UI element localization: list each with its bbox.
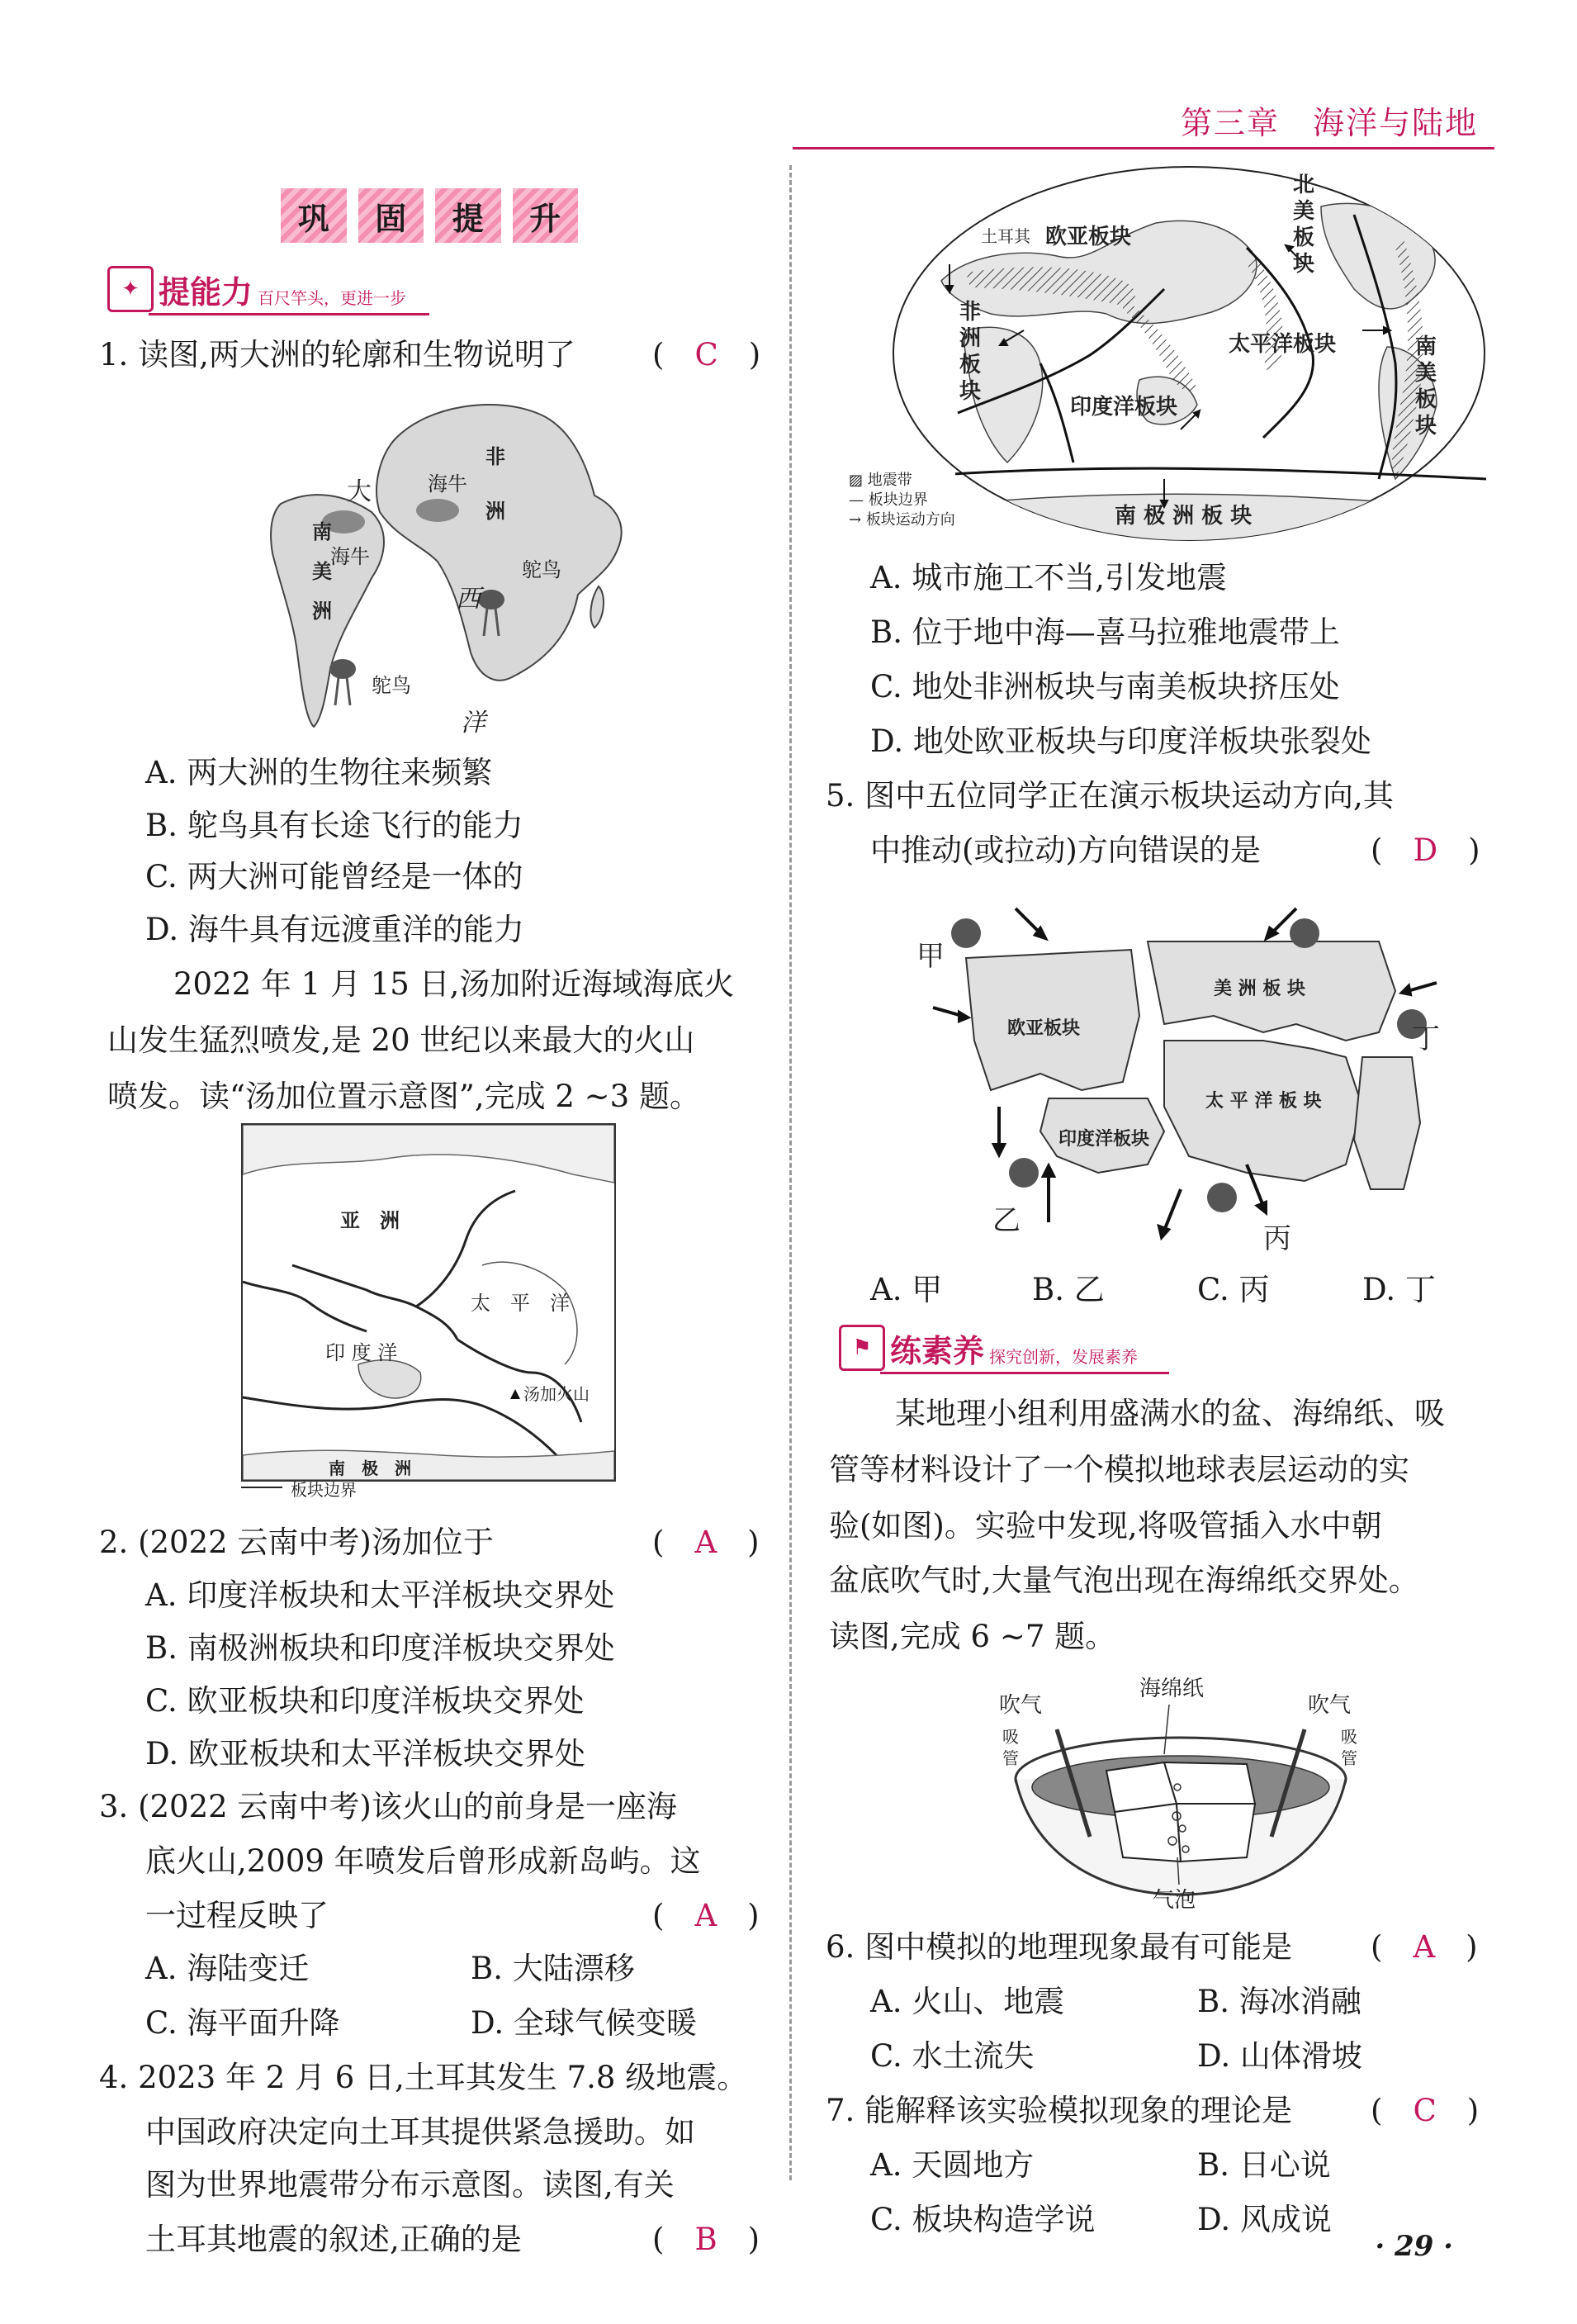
option-text: C. 板块构造学说 xyxy=(870,2202,1096,2237)
label-ocean-yang: 洋 xyxy=(461,709,485,738)
question-4-answer: ( B ) xyxy=(652,2222,760,2257)
option-text: A. 甲 xyxy=(870,1272,943,1307)
label-pacific-plate: 太平洋板块 xyxy=(1229,332,1337,357)
intro-text: 某地理小组利用盛满水的盆、海绵纸、吸 xyxy=(895,1396,1445,1431)
label-south-america: 南 美 洲 xyxy=(312,520,332,623)
label-asia: 亚 洲 xyxy=(340,1209,400,1232)
question-4-stem: 中国政府决定向土耳其提供紧急援助。如 xyxy=(145,2114,695,2150)
question-3-stem: 底火山,2009 年喷发后曾形成新岛屿。这 xyxy=(145,1843,701,1879)
legend-line xyxy=(241,1487,282,1488)
label-ding: 丁 xyxy=(1412,1022,1440,1055)
option-text: C. 水土流失 xyxy=(870,2038,1035,2074)
label-antarctica: 南 极 洲 xyxy=(329,1458,411,1478)
shield-icon: ✦ xyxy=(107,266,154,312)
option-text: A. 印度洋板块和太平洋板块交界处 xyxy=(145,1577,615,1613)
label-straw-left: 吸 管 xyxy=(1002,1727,1019,1768)
label-african-plate: 非 洲 板 块 xyxy=(959,300,982,404)
option-text: C. 两大洲可能曾经是一体的 xyxy=(145,859,523,894)
label-ostrich: 鸵鸟 xyxy=(522,558,561,581)
question-7-stem: 7. 能解释该实验模拟现象的理论是 xyxy=(826,2093,1293,2128)
label-pacific: 太 平 洋 xyxy=(471,1292,570,1315)
option-text: D. 全球气候变暖 xyxy=(471,2005,697,2041)
question-3-answer: ( A ) xyxy=(652,1898,760,1933)
header-rule xyxy=(793,147,1494,149)
legend-plate-boundary: — 板块边界 xyxy=(849,491,928,509)
label-indian-plate: 印度洋板块 xyxy=(1070,395,1178,420)
label-straw-right: 吸 管 xyxy=(1341,1727,1357,1768)
question-2-stem: 2. (2022 云南中考)汤加位于 xyxy=(99,1525,494,1560)
question-1-stem: 1. 读图,两大洲的轮廓和生物说明了 xyxy=(99,337,575,372)
banner-char: 提 xyxy=(435,188,501,243)
intro-text: 验(如图)。实验中发现,将吸管插入水中朝 xyxy=(829,1508,1382,1544)
option-text: C. 地处非洲板块与南美板块挤压处 xyxy=(870,669,1340,704)
intro-text: 读图,完成 6 ~7 题。 xyxy=(829,1619,1116,1654)
question-2-answer: ( A ) xyxy=(652,1525,760,1560)
question-1-answer: ( C ) xyxy=(652,337,761,372)
label-bing: 丙 xyxy=(1263,1222,1291,1255)
banner-char: 升 xyxy=(513,188,579,243)
tonga-location-map xyxy=(241,1123,616,1482)
label-bubbles: 气泡 xyxy=(1153,1888,1196,1913)
option-text: B. 乙 xyxy=(1032,1272,1105,1307)
section-subtitle: 百尺竿头，更进一步 xyxy=(258,288,407,308)
option-text: B. 鸵鸟具有长途飞行的能力 xyxy=(145,808,523,843)
option-text: D. 风成说 xyxy=(1197,2202,1332,2237)
label-indian-ocean: 印 度 洋 xyxy=(325,1341,398,1364)
chapter-title: 第三章 海洋与陆地 xyxy=(1180,105,1478,141)
option-text: B. 位于地中海—喜马拉雅地震带上 xyxy=(870,614,1340,650)
intro-text: 山发生猛烈喷发,是 20 世纪以来最大的火山 xyxy=(107,1022,695,1058)
section-header-ability xyxy=(107,266,429,312)
two-continents-map xyxy=(264,388,644,738)
option-text: A. 两大洲的生物往来频繁 xyxy=(145,755,493,790)
label-blow-left: 吹气 xyxy=(999,1693,1043,1718)
banner-char: 固 xyxy=(358,188,424,243)
label-tonga-volcano: 汤加火山 xyxy=(523,1384,590,1404)
section-title: 练素养 xyxy=(890,1333,985,1369)
option-text: B. 南极洲板块和印度洋板块交界处 xyxy=(145,1630,615,1666)
world-earthquake-map xyxy=(849,165,1486,542)
option-text: A. 海陆变迁 xyxy=(145,1951,310,1986)
label-sponge-paper: 海绵纸 xyxy=(1139,1677,1205,1701)
basin-experiment-figure xyxy=(999,1672,1362,1911)
option-text: A. 火山、地震 xyxy=(870,1984,1065,2019)
label-africa: 非 洲 xyxy=(485,445,505,523)
section-header-literacy xyxy=(839,1325,1169,1371)
question-3-stem: 一过程反映了 xyxy=(145,1898,329,1933)
world-legend xyxy=(849,471,955,530)
label-blow-right: 吹气 xyxy=(1308,1693,1352,1718)
flag-icon: ⚑ xyxy=(839,1325,885,1371)
option-text: B. 大陆漂移 xyxy=(471,1951,635,1986)
label-jia: 甲 xyxy=(916,940,945,973)
option-text: A. 城市施工不当,引发地震 xyxy=(870,560,1228,595)
label-ocean-xi: 西 xyxy=(456,585,481,614)
option-text: D. 地处欧亚板块与印度洋板块张裂处 xyxy=(870,723,1371,759)
question-3-stem: 3. (2022 云南中考)该火山的前身是一座海 xyxy=(99,1789,677,1824)
question-4-stem: 4. 2023 年 2 月 6 日,土耳其发生 7.8 级地震。 xyxy=(99,2060,748,2095)
question-5-stem: 中推动(或拉动)方向错误的是 xyxy=(870,832,1261,868)
legend-plate-boundary: 板块边界 xyxy=(291,1480,357,1500)
label-ostrich: 鸵鸟 xyxy=(372,674,411,697)
question-7-answer: ( C ) xyxy=(1371,2093,1480,2128)
section-banner xyxy=(281,188,578,243)
question-6-answer: ( A ) xyxy=(1371,1929,1478,1965)
option-text: D. 山体滑坡 xyxy=(1197,2038,1362,2074)
label-turkey: 土耳其 xyxy=(981,226,1030,246)
label-yi: 乙 xyxy=(992,1204,1021,1237)
plate-puzzle-figure xyxy=(916,892,1445,1255)
section-title: 提能力 xyxy=(159,274,253,311)
label-american-plate: 美 洲 板 块 xyxy=(1214,979,1305,999)
option-text: C. 丙 xyxy=(1197,1272,1270,1307)
question-5-stem: 5. 图中五位同学正在演示板块运动方向,其 xyxy=(826,778,1394,813)
option-text: B. 日心说 xyxy=(1197,2147,1331,2183)
page-number: · 29 · xyxy=(1375,2230,1453,2263)
label-manatee: 海牛 xyxy=(428,472,467,496)
label-eurasian-plate: 欧亚板块 xyxy=(1007,1018,1081,1039)
question-6-stem: 6. 图中模拟的地理现象最有可能是 xyxy=(826,1929,1293,1965)
option-text: B. 海冰消融 xyxy=(1197,1984,1362,2019)
label-antarctic-plate: 南 极 洲 板 块 xyxy=(1115,504,1253,529)
option-text: A. 天圆地方 xyxy=(870,2147,1035,2183)
option-text: D. 海牛具有远渡重洋的能力 xyxy=(145,912,524,947)
legend-plate-direction: → 板块运动方向 xyxy=(849,511,955,529)
label-indian-plate: 印度洋板块 xyxy=(1058,1129,1150,1150)
intro-text: 2022 年 1 月 15 日,汤加附近海域海底火 xyxy=(173,966,735,1002)
intro-text: 盆底吹气时,大量气泡出现在海绵纸交界处。 xyxy=(829,1563,1419,1598)
option-text: C. 欧亚板块和印度洋板块交界处 xyxy=(145,1683,585,1719)
label-south-american-plate: 南 美 板 块 xyxy=(1415,334,1437,439)
question-4-stem: 土耳其地震的叙述,正确的是 xyxy=(145,2222,522,2257)
label-north-american-plate: 北 美 板 块 xyxy=(1293,173,1315,277)
option-text: C. 海平面升降 xyxy=(145,2005,340,2041)
option-text: D. 欧亚板块和太平洋板块交界处 xyxy=(145,1736,585,1771)
section-subtitle: 探究创新，发展素养 xyxy=(989,1347,1139,1367)
label-pacific-plate: 太 平 洋 板 块 xyxy=(1205,1091,1322,1112)
question-4-stem: 图为世界地震带分布示意图。读图,有关 xyxy=(145,2167,675,2203)
intro-text: 喷发。读“汤加位置示意图”,完成 2 ~3 题。 xyxy=(107,1079,700,1114)
legend-earthquake-belt: ▨ 地震带 xyxy=(849,472,912,489)
label-manatee: 海牛 xyxy=(330,545,370,568)
question-5-answer: ( D ) xyxy=(1371,832,1480,868)
option-text: D. 丁 xyxy=(1362,1272,1436,1307)
banner-char: 巩 xyxy=(281,188,347,243)
column-divider xyxy=(789,165,792,2180)
label-eurasian-plate: 欧亚板块 xyxy=(1045,225,1132,249)
label-ocean-da: 大 xyxy=(347,477,372,506)
intro-text: 管等材料设计了一个模拟地球表层运动的实 xyxy=(829,1452,1409,1487)
